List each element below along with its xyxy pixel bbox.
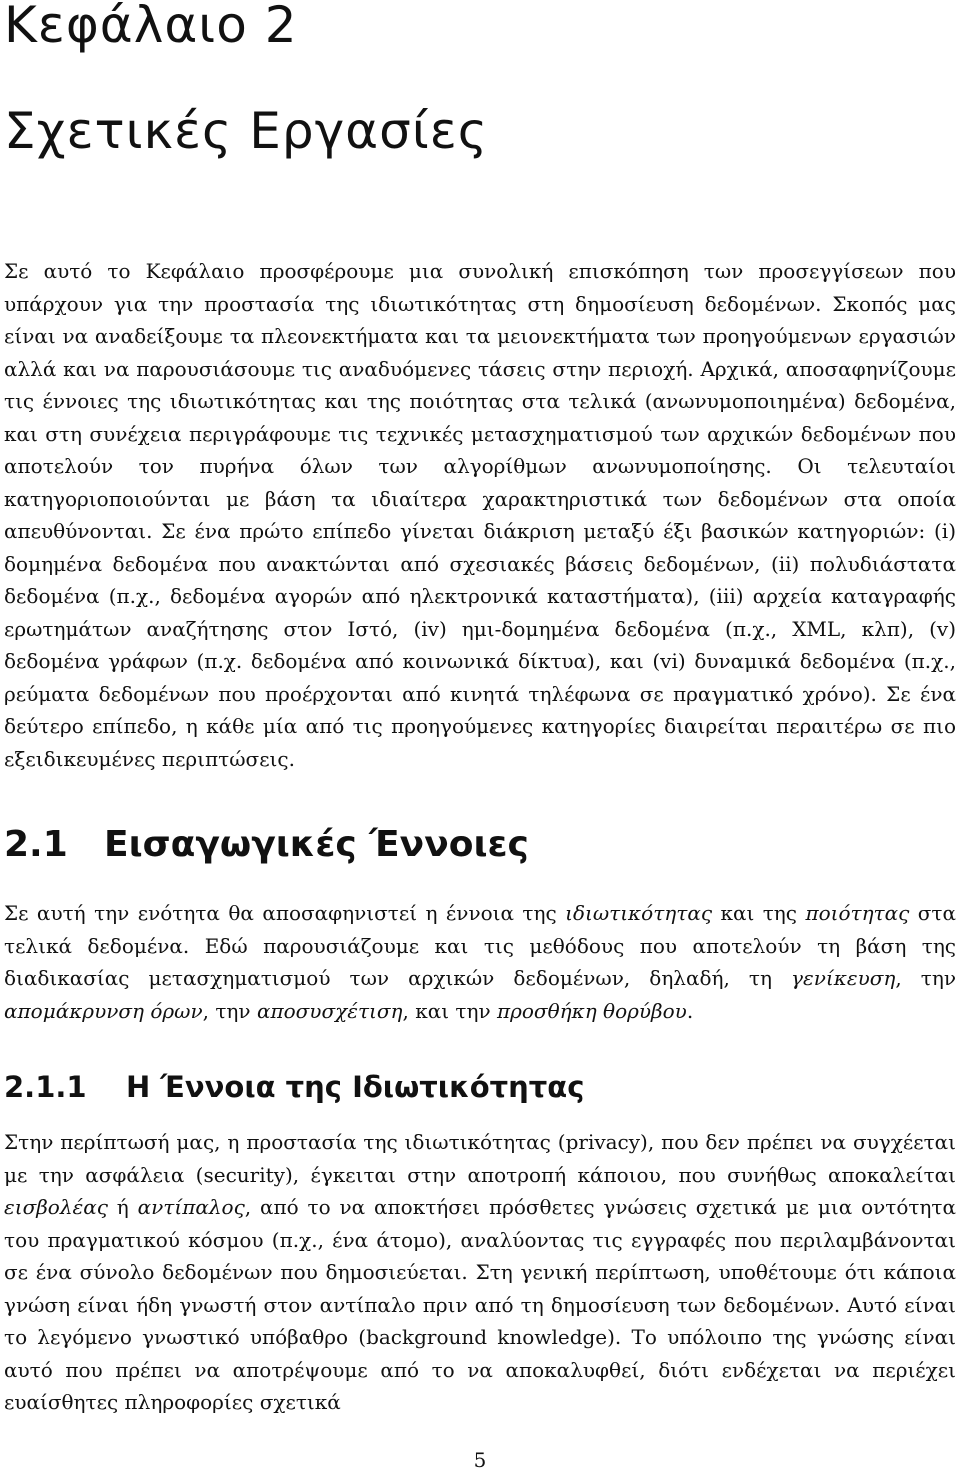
text-run: Στην περίπτωσή μας, η προστασία της ιδιωτικότητας (privacy), που δεν πρέπει να συγχέεται με την ασφάλεια (security), έγκειται στην αποτροπή κάποιου, που συνήθως αποκαλείται <box>4 1130 956 1187</box>
chapter-title: Σχετικές Εργασίες <box>4 102 489 160</box>
text-run: Σε αυτή την ενότητα θα αποσαφηνιστεί η έννοια της <box>4 901 566 925</box>
section-2-1-1-paragraph <box>4 1126 956 1419</box>
text-run: στα τελικά δεδομένα. Εδώ παρουσιάζουμε και τις μεθόδους που αποτελούν τη βάση της διαδικασίας μετασχηματισμού των αρχικών δεδομένων, δηλαδή, τη <box>4 901 956 990</box>
intro-paragraph: Σε αυτό το Κεφάλαιο προσφέρουμε μια συνολική επισκόπηση των προσεγγίσεων που υπάρχουν για την προστασία της ιδιωτικότητας στη δημοσίευση δεδομένων. Σκοπός μας είναι να αναδείξουμε τα πλεονεκτήματα και τα μειονεκτήματα των προηγούμενων εργασιών αλλά και να παρουσιάσουμε τις αναδυόμενες τάσεις στην περιοχή. Αρχικά, αποσαφηνίζουμε τις έννοιες της ιδιωτικότητας και της ποιότητας στα τελικά (ανωνυμοποιημένα) δεδομένα, και στη συνέχεια περιγράφουμε τις τεχνικές μετασχηματισμού των αρχικών δεδομένων που αποτελούν τον πυρήνα όλων των αλγορίθμων ανωνυμοποίησης. Οι τελευταίοι κατηγοριοποιούνται με βάση τα ιδιαίτερα χαρακτηριστικά των δεδομένων στα οποία απευθύνονται. Σε ένα πρώτο επίπεδο γίνεται διάκριση μεταξύ έξι βασικών κατηγοριών: (i) δομημένα δεδομένα που ανακτώνται από σχεσιακές βάσεις δεδομένων, (ii) πολυδιάστατα δεδομένα (π.χ., δεδομένα αγορών από ηλεκτρονικά καταστήματα), (iii) αρχεία καταγραφής ερωτημάτων αναζήτησης στον Ιστό, (iv) ημι-δομημένα δεδομένα (π.χ., XML, κλπ), (v) δεδομένα γράφων (π.χ. δεδομένα από κοινωνικά δίκτυα), και (vi) δυναμικά δεδομένα (π.χ., ρεύματα δεδομένων που προέρχονται από κινητά τηλέφωνα σε πραγματικό χρόνο). Σε ένα δεύτερο επίπεδο, η κάθε μία από τις προηγούμενες κατηγορίες διαιρείται περαιτέρω σε πιο εξειδικευμένες περιπτώσεις. <box>4 259 956 771</box>
text-run: και της <box>712 901 806 925</box>
section-title: Εισαγωγικές Έννοιες <box>104 824 529 865</box>
text-run: ή <box>107 1195 138 1219</box>
subsection-number: 2.1.1 <box>4 1070 87 1104</box>
term-privacy: ιδιωτικότητας <box>565 901 713 925</box>
term-decorrelation: αποσυσχέτιση <box>256 998 403 1023</box>
page-number: 5 <box>473 1448 487 1472</box>
text-run: , και την <box>402 998 497 1023</box>
term-suppression: απομάκρυνση όρων <box>4 998 203 1023</box>
chapter-label: Κεφάλαιο 2 <box>4 0 298 54</box>
term-noise: προσθήκη θορύβου <box>496 998 687 1023</box>
text-run: . <box>686 998 694 1023</box>
section-2-1-heading <box>4 824 529 865</box>
term-quality: ποιότητας <box>805 901 910 925</box>
subsection-title: Η Έννοια της Ιδιωτικότητας <box>126 1070 585 1104</box>
term-adversary: αντίπαλος <box>137 1195 245 1219</box>
section-2-1-paragraph <box>4 897 956 1027</box>
term-generalization: γενίκευση <box>791 966 896 990</box>
text-run: , από το να αποκτήσει πρόσθετες γνώσεις σχετικά με μια οντότητα του πραγματικού κόσμου (π.χ., ένα άτομο), αναλύοντας τις εγγραφές που περιλαμβάνονται σε ένα σύνολο δεδομένων που δημοσιεύεται. Στη γενική περίπτωση, υποθέτουμε ότι κάποια γνώση είναι ήδη γνωστή στον αντίπαλο πριν από τη δημοσίευση των δεδομένων. Αυτό είναι το λεγόμενο γνωστικό υπόβαθρο (background knowledge). Το υπόλοιπο της γνώσης είναι αυτό που πρέπει να αποτρέψουμε από το να αποκαλυφθεί, διότι ενδέχεται να περιέχει ευαίσθητες πληροφορίες σχετικά <box>4 1195 956 1414</box>
text-run: , την <box>202 998 257 1023</box>
section-number: 2.1 <box>4 824 68 865</box>
section-2-1-1-heading <box>4 1070 584 1104</box>
text-run: , την <box>895 966 956 990</box>
term-intruder: εισβολέας <box>4 1195 108 1219</box>
